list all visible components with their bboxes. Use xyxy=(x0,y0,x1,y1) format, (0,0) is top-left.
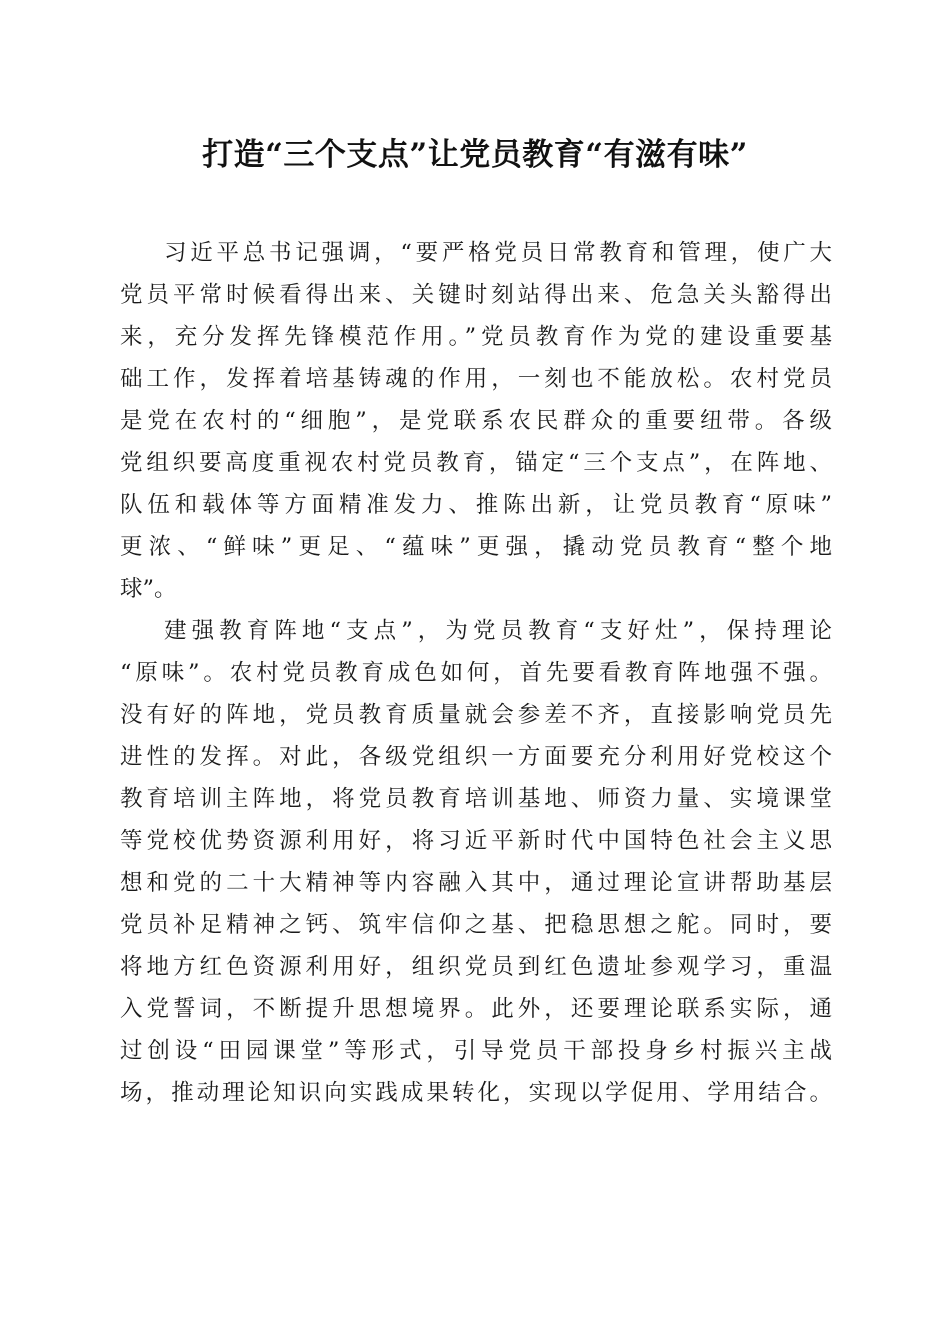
document-body xyxy=(120,232,832,1114)
paragraph-line: 习近平总书记强调，“要严格党员日常教育和管理，使广大 xyxy=(164,240,832,266)
paragraph-line: 没有好的阵地，党员教育质量就会参差不齐，直接影响党员先 xyxy=(120,702,832,728)
paragraph-1 xyxy=(120,232,832,610)
paragraph-line: 础工作，发挥着培基铸魂的作用，一刻也不能放松。农村党员 xyxy=(120,366,832,392)
paragraph-line: “原味”。农村党员教育成色如何，首先要看教育阵地强不强。 xyxy=(120,660,832,686)
paragraph-line: 建强教育阵地“支点”，为党员教育“支好灶”，保持理论 xyxy=(164,618,832,644)
paragraph-line: 过创设“田园课堂”等形式，引导党员干部投身乡村振兴主战 xyxy=(120,1038,832,1064)
paragraph-line: 教育培训主阵地，将党员教育培训基地、师资力量、实境课堂 xyxy=(120,786,832,812)
paragraph-line: 进性的发挥。对此，各级党组织一方面要充分利用好党校这个 xyxy=(120,744,832,770)
paragraph-line: 等党校优势资源利用好，将习近平新时代中国特色社会主义思 xyxy=(120,828,832,854)
paragraph-line: 将地方红色资源利用好，组织党员到红色遗址参观学习，重温 xyxy=(120,954,832,980)
paragraph-line: 党组织要高度重视农村党员教育，锚定“三个支点”，在阵地、 xyxy=(120,450,832,476)
paragraph-line: 党员平常时候看得出来、关键时刻站得出来、危急关头豁得出 xyxy=(120,282,832,308)
paragraph-line: 想和党的二十大精神等内容融入其中，通过理论宣讲帮助基层 xyxy=(120,870,832,896)
paragraph-line: 更浓、“鲜味”更足、“蕴味”更强，撬动党员教育“整个地 xyxy=(120,534,832,560)
paragraph-line: 球”。 xyxy=(120,576,177,602)
paragraph-line: 党员补足精神之钙、筑牢信仰之基、把稳思想之舵。同时，要 xyxy=(120,912,832,938)
paragraph-line: 场，推动理论知识向实践成果转化，实现以学促用、学用结合。 xyxy=(120,1080,832,1106)
paragraph-line: 队伍和载体等方面精准发力、推陈出新，让党员教育“原味” xyxy=(120,492,832,518)
paragraph-line: 入党誓词，不断提升思想境界。此外，还要理论联系实际，通 xyxy=(120,996,832,1022)
document-title: 打造“三个支点”让党员教育“有滋有味” xyxy=(202,137,748,173)
paragraph-line: 是党在农村的“细胞”，是党联系农民群众的重要纽带。各级 xyxy=(120,408,832,434)
paragraph-2 xyxy=(120,610,832,1114)
paragraph-line: 来，充分发挥先锋模范作用。”党员教育作为党的建设重要基 xyxy=(120,324,832,350)
